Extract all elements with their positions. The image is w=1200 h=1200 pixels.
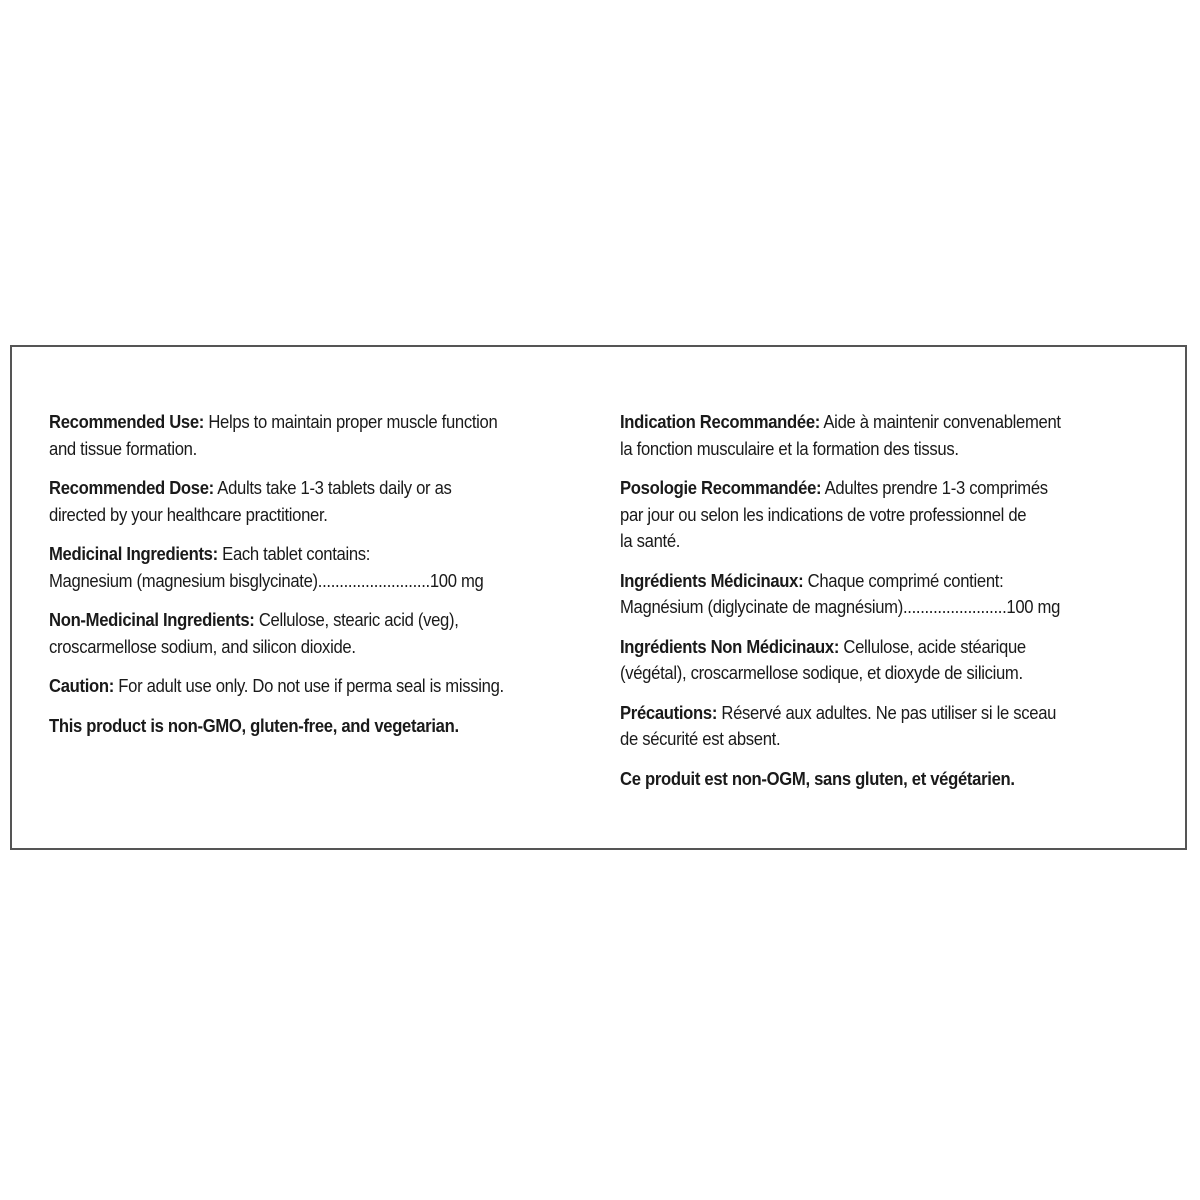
produit-statement <box>620 766 1178 793</box>
non-medicinal-ingredients <box>49 607 589 660</box>
medicinal-ingredients <box>49 541 589 594</box>
recommended-use-text: Helps to maintain proper muscle function <box>204 411 498 432</box>
ingredients-medicinaux-text: Chaque comprimé contient: <box>803 569 1004 591</box>
product-statement <box>49 713 589 740</box>
caution-label: Caution: <box>49 675 114 696</box>
indication-recommandee-text: Aide à maintenir convenablement <box>819 411 1061 432</box>
recommended-use-text-cont: and tissue formation. <box>49 437 197 459</box>
posologie-recommandee-text-cont: par jour ou selon les indications de votre professionnel de <box>620 503 1027 525</box>
ingredients-non-medicinaux-text: Cellulose, acide stéarique <box>839 635 1026 657</box>
caution <box>49 673 589 700</box>
precautions <box>620 700 1178 753</box>
recommended-use <box>49 409 589 462</box>
ingredients-non-medicinaux-label: Ingrédients Non Médicinaux: <box>620 635 840 657</box>
precautions-text: Réservé aux adultes. Ne pas utiliser si le sceau <box>717 701 1057 723</box>
ingredients-non-medicinaux-text-cont: (végétal), croscarmellose sodique, et dioxyde de silicium. <box>620 662 1023 683</box>
medicinal-ingredients-label: Medicinal Ingredients: <box>49 543 218 564</box>
indication-recommandee-text-cont: la fonction musculaire et la formation des tissus. <box>620 437 959 459</box>
indication-recommandee <box>620 409 1178 462</box>
ingredients-medicinaux <box>620 568 1178 621</box>
medicinal-ingredient-row: Magnesium (magnesium bisglycinate)..........................100 mg <box>49 569 484 591</box>
posologie-recommandee <box>620 475 1178 555</box>
french-column <box>620 409 1178 805</box>
product-statement-text: This product is non-GMO, gluten-free, and vegetarian. <box>49 714 459 736</box>
non-medicinal-ingredients-text-cont: croscarmellose sodium, and silicon dioxide. <box>49 635 356 657</box>
ingredient-medicinal-row: Magnésium (diglycinate de magnésium)........................100 mg <box>620 596 1061 617</box>
produit-statement-text: Ce produit est non-OGM, sans gluten, et végétarien. <box>620 767 1015 789</box>
ingredients-medicinaux-label: Ingrédients Médicinaux: <box>620 569 804 591</box>
caution-text: For adult use only. Do not use if perma seal is missing. <box>113 675 504 696</box>
posologie-recommandee-text-cont2: la santé. <box>620 530 681 551</box>
indication-recommandee-label: Indication Recommandée: <box>620 411 820 432</box>
non-medicinal-ingredients-label: Non-Medicinal Ingredients: <box>49 609 255 630</box>
posologie-recommandee-label: Posologie Recommandée: <box>620 477 822 498</box>
recommended-use-label: Recommended Use: <box>49 411 205 432</box>
non-medicinal-ingredients-text: Cellulose, stearic acid (veg), <box>254 609 459 630</box>
product-label-panel <box>10 345 1187 850</box>
precautions-text-cont: de sécurité est absent. <box>620 728 781 749</box>
recommended-dose-text: Adults take 1-3 tablets daily or as <box>213 477 452 498</box>
ingredients-non-medicinaux <box>620 634 1178 687</box>
english-column <box>49 409 589 752</box>
recommended-dose-label: Recommended Dose: <box>49 477 214 498</box>
recommended-dose-text-cont: directed by your healthcare practitioner. <box>49 503 328 525</box>
medicinal-ingredients-text: Each tablet contains: <box>217 543 371 564</box>
posologie-recommandee-text: Adultes prendre 1-3 comprimés <box>821 477 1048 498</box>
recommended-dose <box>49 475 589 528</box>
precautions-label: Précautions: <box>620 701 718 723</box>
